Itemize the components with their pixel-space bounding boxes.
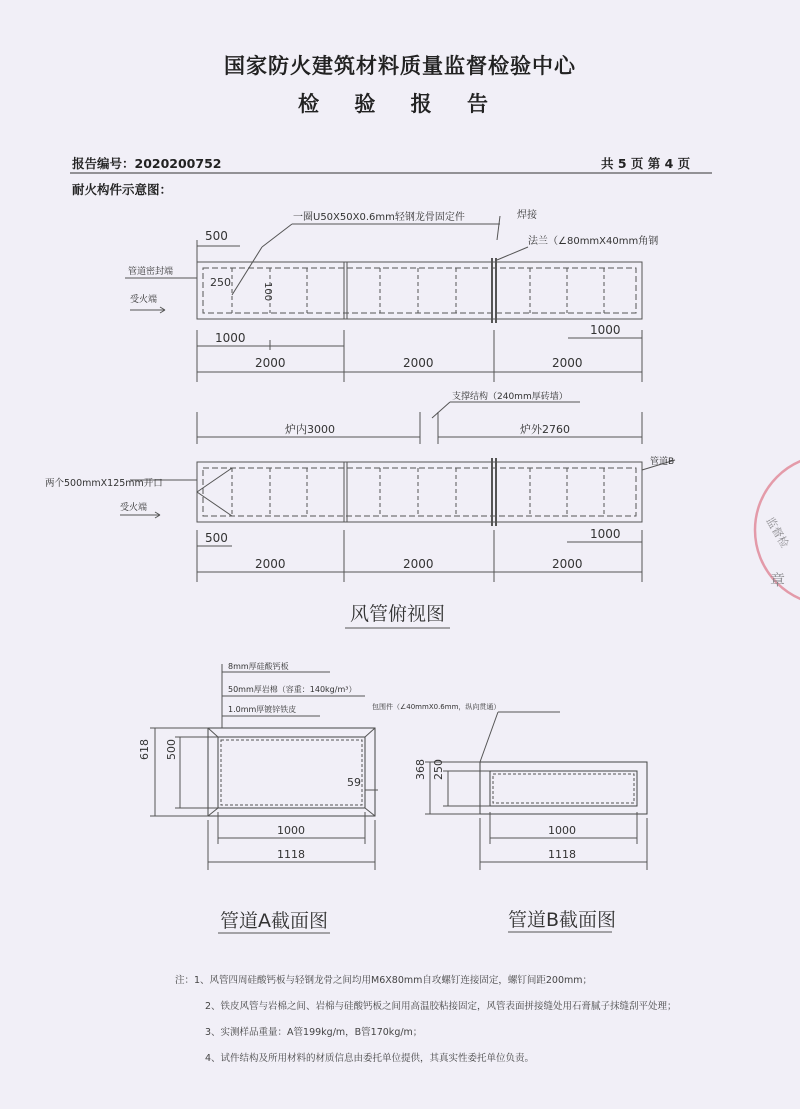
section-b-width-outer: 1118 [548, 848, 576, 861]
section-a-drawing [208, 728, 375, 816]
label-opening: 两个500mmX125mm开口 [45, 478, 163, 489]
section-a-height-outer: 618 [138, 739, 151, 760]
dim-500-bottom: 500 [205, 531, 228, 545]
note-4: 4、试件结构及所用材料的材质信息由委托单位提供，其真实性委托单位负责。 [205, 1053, 535, 1064]
section-a-width-outer: 1118 [277, 848, 305, 861]
seg-2000-c: 2000 [552, 356, 583, 370]
notes-block [175, 968, 735, 1072]
section-heading: 耐火构件示意图： [72, 182, 173, 197]
organization-title: 国家防火建筑材料质量监督检验中心 [224, 54, 576, 78]
duct-b-plan [197, 458, 642, 526]
layer-label-3: 1.0mm厚镀锌铁皮 [228, 705, 297, 714]
label-flange: 法兰（∠80mmX40mm角钢 [528, 236, 659, 247]
seg-2000-f: 2000 [552, 557, 583, 571]
note-1: 注：1、风管四周硅酸钙板与轻钢龙骨之间均用M6X80mm自攻螺钉连接固定，螺钉间距200mm； [175, 975, 593, 986]
section-a-caption: 管道A截面图 [220, 910, 328, 932]
label-fire-end-a: 受火端 [130, 295, 158, 305]
label-fire-end-b: 受火端 [120, 503, 148, 513]
seg-2000-a: 2000 [255, 356, 286, 370]
section-b-width-inner: 1000 [548, 824, 576, 837]
dim-250: 250 [210, 276, 231, 289]
section-a-thickness: 59 [347, 776, 361, 789]
dim-1000-a: 1000 [215, 331, 246, 345]
label-weld: 焊接 [517, 210, 537, 221]
section-b-caption: 管道B截面图 [508, 909, 617, 931]
section-b-height-inner: 250 [432, 759, 445, 780]
section-a-height-inner: 500 [165, 739, 178, 760]
label-keel: 一圈U50X50X0.6mm轻钢龙骨固定件 [293, 212, 465, 223]
plan-caption: 风管俯视图 [350, 603, 446, 625]
dim-100: 100 [262, 282, 273, 302]
official-stamp [755, 455, 800, 605]
layer-label-1: 8mm厚硅酸钙板 [228, 662, 289, 671]
report-title: 检 验 报 告 [298, 92, 502, 116]
page-count: 共 5 页 第 4 页 [601, 156, 691, 171]
dim-500-top: 500 [205, 229, 228, 243]
inside-length: 炉内3000 [285, 423, 335, 436]
label-support: 支撑结构（240mm厚砖墙） [452, 392, 568, 402]
dim-1000-c: 1000 [590, 527, 621, 541]
label-duct-b: 管道B [650, 457, 675, 467]
note-3: 3、实测样品重量：A管199kg/m，B管170kg/m； [205, 1027, 423, 1038]
brace-label: 包围件（∠40mmX0.6mm，纵向贯通） [372, 703, 501, 711]
note-2: 2、铁皮风管与岩棉之间、岩棉与硅酸钙板之间用高温胶粘接固定，风管表面拼接缝处用石膏腻子抹缝刮平处理； [205, 1001, 677, 1012]
section-b-height-outer: 368 [414, 759, 427, 780]
label-seal-end: 管道密封端 [128, 267, 174, 277]
dim-1000-b: 1000 [590, 323, 621, 337]
section-a-width-inner: 1000 [277, 824, 305, 837]
section-b-drawing [480, 762, 647, 814]
seg-2000-d: 2000 [255, 557, 286, 571]
report-number: 报告编号：2020200752 [72, 156, 222, 171]
layer-label-2: 50mm厚岩棉（容重：140kg/m³） [228, 685, 357, 694]
outside-length: 炉外2760 [520, 423, 570, 436]
stamp-text-1: 监督检 [763, 515, 792, 551]
seg-2000-b: 2000 [403, 356, 434, 370]
seg-2000-e: 2000 [403, 557, 434, 571]
stamp-text-2: 章 [770, 571, 786, 589]
